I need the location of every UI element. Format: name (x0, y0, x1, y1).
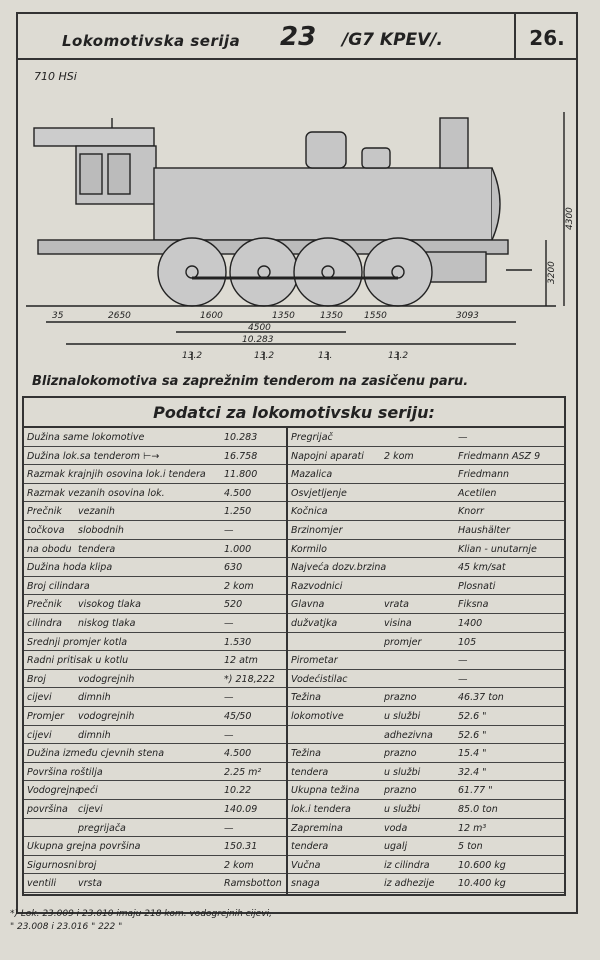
table-row (24, 540, 286, 559)
table-row (24, 577, 286, 596)
table-cell: voda (384, 822, 408, 834)
table-cell: cijevi (27, 692, 52, 704)
table-cell: 45/50 (224, 711, 252, 722)
dim-d7: 3093 (456, 311, 479, 321)
table-cell: vodogrejnih (78, 711, 135, 722)
table-row (24, 447, 286, 466)
table-row (288, 856, 564, 875)
table-cell: niskog tlaka (78, 618, 136, 629)
footnote-line-1: *) Lok. 23.009 i 23.010 imaju 218 kom. vodogrejnih cijevi, (10, 909, 272, 919)
axle-load-3: 13. (318, 351, 333, 360)
table-row (24, 428, 286, 447)
table-row (24, 837, 286, 856)
table-cell: — (224, 692, 234, 704)
table-cell: slobodnih (78, 525, 124, 536)
table-cell: 46.37 ton (458, 692, 504, 704)
table-cell: cilindra (27, 618, 62, 629)
table-cell: iz adhezije (384, 878, 435, 890)
table-cell: Vodogrejna (27, 785, 81, 797)
table-cell: prazno (384, 785, 417, 797)
table-row (24, 781, 286, 800)
header-title-cell (18, 14, 516, 58)
table-cell: Fiksna (458, 599, 489, 611)
dim-height1: 3200 (547, 261, 557, 284)
table-cell: Kormilo (291, 543, 327, 555)
table-cell: Razmak vezanih osovina lok. (27, 487, 165, 499)
table-cell: 45 km/sat (458, 562, 506, 574)
table-cell: — (224, 525, 234, 536)
table-cell: 11.800 (224, 469, 258, 481)
dim-d2: 2650 (108, 311, 131, 321)
table-cell: iz cilindra (384, 859, 430, 871)
table-cell: *) 218,222 (224, 673, 275, 685)
table-row (288, 465, 564, 484)
table-cell: ventili (27, 878, 57, 890)
table-cell: pregrijača (78, 822, 126, 834)
dim-height2: 4300 (565, 207, 575, 230)
table-row (288, 800, 564, 819)
table-cell: 2 kom (224, 580, 254, 592)
table-cell: 2 kom (384, 450, 414, 462)
table-row (288, 726, 564, 745)
table-cell: Pirometar (291, 655, 338, 667)
table-cell: visokog tlaka (78, 599, 141, 611)
table-cell: 1400 (458, 618, 483, 629)
table-cell: Dužina same lokomotive (27, 432, 145, 443)
table-cell: cijevi (27, 729, 52, 741)
table-cell: tendera (291, 766, 329, 778)
table-row (24, 521, 286, 540)
table-cell: 52.6 " (458, 729, 487, 741)
table-cell: Napojni aparati (291, 450, 364, 462)
table-cell: Friedmann (458, 469, 510, 481)
table-cell: Broj (27, 673, 46, 685)
table-row (24, 670, 286, 689)
table-row (288, 707, 564, 726)
header-title-label: Lokomotivska serija (62, 32, 241, 50)
table-row (288, 521, 564, 540)
table-row (24, 763, 286, 782)
table-row (24, 633, 286, 652)
dim-d5: 1350 (320, 311, 343, 321)
table-cell: Površina roštilja (27, 766, 103, 778)
table-row (24, 688, 286, 707)
table-title: Podatci za lokomotivsku seriju: (24, 398, 564, 428)
table-cell: Radni pritisak u kotlu (27, 655, 129, 667)
table-cell: Haushälter (458, 525, 510, 536)
table-row (288, 744, 564, 763)
table-cell: Brzinomjer (291, 525, 343, 536)
table-cell: Ukupna težina (291, 785, 360, 797)
table-row (288, 428, 564, 447)
table-row (24, 800, 286, 819)
table-cell: broj (78, 859, 97, 871)
table-cell: 12 atm (224, 655, 258, 667)
header-series: 23 (280, 22, 317, 52)
table-cell: — (224, 729, 234, 741)
table-cell: cijevi (78, 804, 103, 815)
axle-load-4: 13.2 (388, 351, 409, 360)
table-row (24, 707, 286, 726)
table-cell: Razmak krajnjih osovina lok.i tendera (27, 469, 206, 481)
table-cell: 85.0 ton (458, 804, 498, 815)
table-cell: Dužina hoda klipa (27, 562, 113, 574)
table-cell: vezanih (78, 506, 115, 518)
table-cell: 2.25 m² (224, 766, 262, 778)
table-row (288, 781, 564, 800)
table-cell: tendera (291, 841, 329, 853)
data-table (22, 396, 566, 896)
locomotive-drawing (16, 60, 578, 360)
table-row (288, 651, 564, 670)
axle-load-1: 13.2 (182, 351, 203, 360)
table-cell: 1.000 (224, 543, 252, 555)
table-cell: 520 (224, 599, 243, 611)
table-cell: 52.6 " (458, 711, 487, 722)
table-row (288, 633, 564, 652)
table-cell: 1.530 (224, 636, 252, 648)
table-row (288, 540, 564, 559)
table-row (288, 670, 564, 689)
table-cell: Najveća dozv.brzina (291, 562, 387, 574)
table-cell: 10.283 (224, 432, 258, 443)
table-cell: dimnih (78, 729, 111, 741)
table-cell: peći (78, 785, 98, 797)
table-row (24, 558, 286, 577)
table-row (288, 837, 564, 856)
table-cell: u službi (384, 711, 421, 722)
table-row (24, 726, 286, 745)
table-row (288, 874, 564, 893)
table-cell: vrata (384, 599, 409, 611)
table-row (288, 447, 564, 466)
header-series-note: /G7 KPEV/. (342, 30, 443, 50)
table-row (24, 856, 286, 875)
table-row (288, 577, 564, 596)
page-number: 26. (529, 26, 565, 50)
table-cell: Klian - unutarnje (458, 543, 537, 555)
table-cell: Prečnik (27, 599, 62, 611)
table-cell: Sigurnosni (27, 859, 78, 871)
table-cell: Dužina između cjevnih stena (27, 748, 165, 760)
table-cell: 4.500 (224, 748, 252, 760)
table-row (288, 763, 564, 782)
table-cell: — (224, 618, 234, 629)
table-cell: — (458, 673, 468, 685)
table-cell: Pregrijač (291, 432, 333, 443)
table-cell: prazno (384, 692, 417, 704)
table-row (24, 744, 286, 763)
table-cell: u službi (384, 766, 421, 778)
table-cell: Dužina lok.sa tenderom ⊢→ (27, 450, 160, 462)
table-cell: Osvjetljenje (291, 487, 347, 499)
table-cell: 1.250 (224, 506, 252, 518)
table-cell: točkova (27, 525, 65, 536)
table-cell: 5 ton (458, 841, 483, 853)
table-cell: — (458, 655, 468, 667)
table-cell: Vodećistilac (291, 673, 348, 685)
footnote (10, 908, 272, 934)
table-cell: 2 kom (224, 859, 254, 871)
table-row (24, 465, 286, 484)
table-cell: Kočnica (291, 506, 328, 518)
table-cell: lokomotive (291, 711, 344, 722)
table-cell: adhezivna (384, 729, 433, 741)
table-cell: — (458, 432, 468, 443)
table-cell: 10.600 kg (458, 859, 506, 871)
table-cell: dimnih (78, 692, 111, 704)
table-cell: Srednji promjer kotla (27, 636, 128, 648)
table-cell: 140.09 (224, 804, 258, 815)
table-row (24, 874, 286, 893)
table-cell: 32.4 " (458, 766, 487, 778)
table-row (24, 651, 286, 670)
table-row (24, 614, 286, 633)
table-row (24, 595, 286, 614)
dim-d1: 35 (52, 311, 64, 321)
table-cell: Težina (291, 692, 321, 704)
table-cell: tendera (78, 543, 116, 555)
table-cell: lok.i tendera (291, 804, 351, 815)
table-cell: 10.22 (224, 785, 252, 797)
table-cell: snaga (291, 878, 320, 890)
table-cell: u službi (384, 804, 421, 815)
table-row (288, 819, 564, 838)
table-cell: Ukupna grejna površina (27, 841, 141, 853)
table-cell: prazno (384, 748, 417, 760)
table-cell: površina (27, 804, 68, 815)
table-cell: Prečnik (27, 506, 62, 518)
table-cell: promjer (384, 636, 422, 648)
table-cell: Promjer (27, 711, 65, 722)
drawing-note: 710 HSi (34, 70, 77, 83)
table-row (24, 819, 286, 838)
table-row (288, 614, 564, 633)
table-cell: dužvatjka (291, 618, 338, 629)
table-cell: ugalj (384, 841, 408, 853)
table-row (288, 502, 564, 521)
table-cell: 630 (224, 562, 243, 574)
table-row (24, 484, 286, 503)
table-cell: Težina (291, 748, 321, 760)
table-cell: 105 (458, 636, 477, 648)
table-cell: 15.4 " (458, 748, 487, 760)
table-cell: 61.77 " (458, 785, 493, 797)
dim-d6: 1550 (364, 311, 387, 321)
table-cell: vrsta (78, 878, 103, 890)
table-cell: 150.31 (224, 841, 258, 853)
table-cell: Knorr (458, 506, 484, 518)
dim-d4: 1350 (272, 311, 295, 321)
table-cell: visina (384, 618, 412, 629)
table-row (288, 558, 564, 577)
axle-load-2: 13.2 (254, 351, 275, 360)
table-cell: Ramsbotton (224, 878, 282, 890)
table-cell: 16.758 (224, 450, 258, 462)
table-cell: Vučna (291, 859, 321, 871)
dim-total1: 4500 (248, 323, 271, 333)
table-cell: na obodu (27, 543, 72, 555)
table-cell: Razvodnici (291, 580, 343, 592)
table-cell: Mazalica (291, 469, 333, 481)
table-cell: Acetilen (458, 487, 497, 499)
table-cell: Broj cilindara (27, 580, 90, 592)
drawing-caption: Bliznalokomotiva sa zaprežnim tenderom na zasičenu paru. (32, 374, 469, 389)
footnote-line-2: " 23.008 i 23.016 " 222 " (10, 922, 123, 932)
table-cell: Zapremina (291, 822, 343, 834)
table-cell: Plosnati (458, 580, 496, 592)
table-cell: 4.500 (224, 487, 252, 499)
table-row (288, 484, 564, 503)
table-row (24, 502, 286, 521)
dim-total2: 10.283 (242, 335, 274, 345)
table-cell: Friedmann ASZ 9 (458, 450, 541, 462)
table-cell: vodogrejnih (78, 673, 135, 685)
dim-d3: 1600 (200, 311, 223, 321)
table-cell: — (224, 822, 234, 834)
table-row (288, 688, 564, 707)
header (18, 14, 576, 60)
table-cell: Glavna (291, 599, 325, 611)
table-cell: 12 m³ (458, 822, 487, 834)
table-cell: 10.400 kg (458, 878, 506, 890)
table-row (288, 595, 564, 614)
